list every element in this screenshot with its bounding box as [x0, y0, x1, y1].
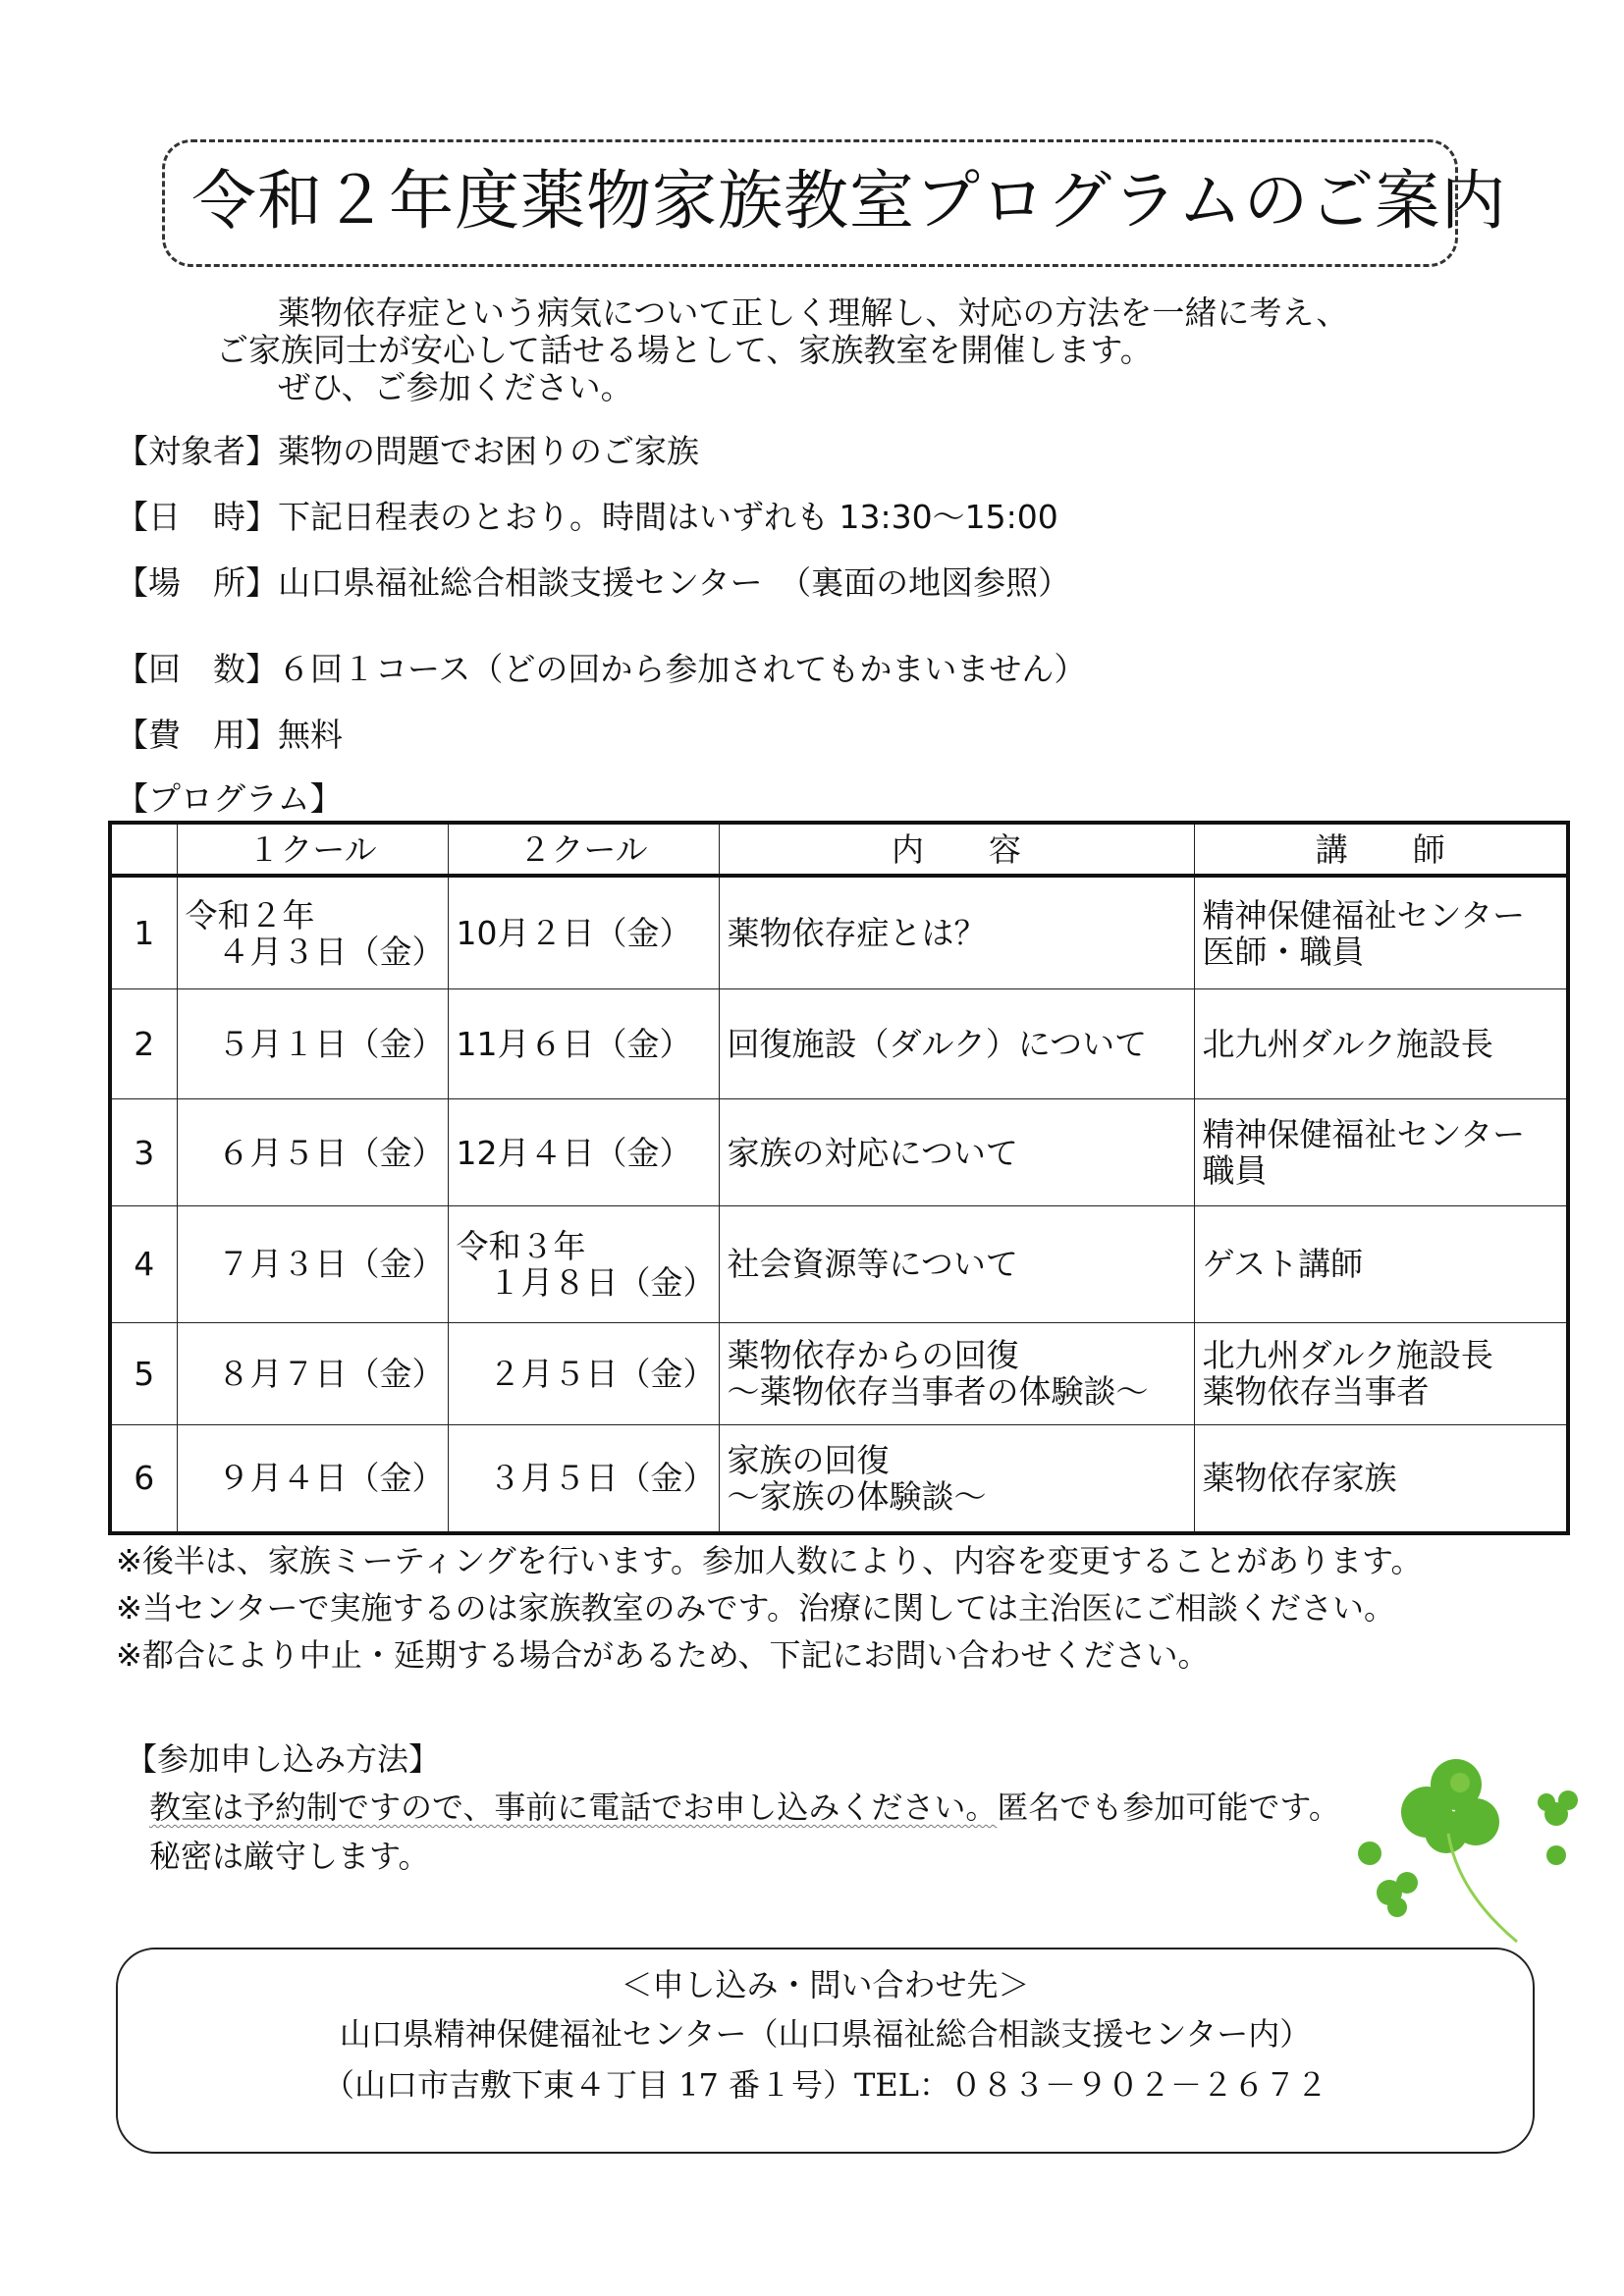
header-content: 内 容 [719, 823, 1194, 876]
row-number: 4 [110, 1206, 177, 1323]
cell-content: 家族の回復 ～家族の体験談～ [719, 1424, 1194, 1533]
cell-content: 薬物依存症とは？ [719, 876, 1194, 989]
intro-paragraph [216, 294, 1349, 406]
cell-cool2-date: 令和３年 １月８日（金） [448, 1206, 719, 1323]
intro-line-3: ぜひ、ご参加ください。 [245, 368, 633, 406]
note-3: ※都合により中止・延期する場合があるため、下記にお問い合わせください。 [116, 1636, 1210, 1674]
cell-content: 家族の対応について [719, 1099, 1194, 1206]
info-fee-value: 無料 [278, 716, 343, 754]
info-target [116, 430, 699, 473]
notes [116, 1537, 1423, 1679]
info-target-value: 薬物の問題でお困りのご家族 [278, 432, 699, 470]
info-place-value: 山口県福祉総合相談支援センター （裏面の地図参照） [278, 563, 1071, 602]
note-1: ※後半は、家族ミーティングを行います。参加人数により、内容を変更することがあります。 [116, 1542, 1423, 1579]
table-row [110, 876, 1568, 989]
info-count-value: ６回１コース（どの回から参加されてもかまいません） [278, 650, 1087, 688]
info-place-label: 【場 所】 [116, 563, 278, 602]
header-cool2: ２クール [448, 823, 719, 876]
cell-lecturer: 北九州ダルク施設長 [1194, 989, 1568, 1099]
cell-lecturer: 北九州ダルク施設長 薬物依存当事者 [1194, 1322, 1568, 1424]
info-count-label: 【回 数】 [116, 650, 278, 688]
contact-heading: ＜申し込み・問い合わせ先＞ [621, 1966, 1030, 2003]
cell-lecturer: 薬物依存家族 [1194, 1424, 1568, 1533]
table-row [110, 989, 1568, 1099]
info-datetime-value: 下記日程表のとおり。時間はいずれも 13:30～15:00 [278, 498, 1058, 536]
program-heading: 【プログラム】 [116, 779, 343, 818]
table-row [110, 1424, 1568, 1533]
apply-body [149, 1783, 1340, 1881]
apply-line-1 [149, 1783, 1340, 1832]
row-number: 2 [110, 989, 177, 1099]
cell-cool1-date: ７月３日（金） [177, 1206, 448, 1323]
cell-content: 社会資源等について [719, 1206, 1194, 1323]
intro-line-1: 薬物依存症という病気について正しく理解し、対応の方法を一緒に考え、 [245, 294, 1349, 332]
info-datetime-label: 【日 時】 [116, 498, 278, 536]
cell-lecturer: 精神保健福祉センター 職員 [1194, 1099, 1568, 1206]
table-row [110, 1099, 1568, 1206]
cell-cool2-date: 11月６日（金） [448, 989, 719, 1099]
cell-lecturer: ゲスト講師 [1194, 1206, 1568, 1323]
row-number: 6 [110, 1424, 177, 1533]
cell-cool1-date: ８月７日（金） [177, 1322, 448, 1424]
clover-illustration [1350, 1745, 1586, 1961]
cell-cool1-date: ６月５日（金） [177, 1099, 448, 1206]
cell-cool2-date: 12月４日（金） [448, 1099, 719, 1206]
info-fee-label: 【費 用】 [116, 716, 278, 754]
header-no [110, 823, 177, 876]
cell-cool2-date: ３月５日（金） [448, 1424, 719, 1533]
contact-organization: 山口県精神保健福祉センター（山口県福祉総合相談支援センター内） [339, 2015, 1312, 2053]
apply-line-2: 秘密は厳守します。 [149, 1838, 430, 1875]
page-title: 令和２年度薬物家族教室プログラムのご案内 [191, 163, 1507, 239]
apply-line-1-rest: 匿名でも参加可能です。 [997, 1789, 1340, 1826]
table-row [110, 1322, 1568, 1424]
cell-content: 回復施設（ダルク）について [719, 989, 1194, 1099]
cell-cool1-date: ９月４日（金） [177, 1424, 448, 1533]
row-number: 3 [110, 1099, 177, 1206]
row-number: 1 [110, 876, 177, 989]
cell-content: 薬物依存からの回復 ～薬物依存当事者の体験談～ [719, 1322, 1194, 1424]
apply-line-1-underlined: 教室は予約制ですので、事前に電話でお申し込みください。 [149, 1789, 998, 1826]
row-number: 5 [110, 1322, 177, 1424]
cell-cool1-date: 令和２年 ４月３日（金） [177, 876, 448, 989]
cell-lecturer: 精神保健福祉センター 医師・職員 [1194, 876, 1568, 989]
contact-box [116, 1948, 1535, 2154]
cell-cool2-date: 10月２日（金） [448, 876, 719, 989]
header-cool1: １クール [177, 823, 448, 876]
info-place [116, 561, 1070, 605]
header-lecturer: 講 師 [1194, 823, 1568, 876]
cell-cool1-date: ５月１日（金） [177, 989, 448, 1099]
program-table [108, 821, 1570, 1535]
contact-address-phone: （山口市吉敷下東４丁目 17 番１号）TEL：０８３－９０２－２６７２ [322, 2066, 1328, 2104]
info-datetime [116, 496, 1058, 539]
table-row [110, 1206, 1568, 1323]
apply-heading: 【参加申し込み方法】 [126, 1740, 441, 1778]
table-header-row [110, 823, 1568, 876]
info-target-label: 【対象者】 [116, 432, 278, 470]
info-count [116, 648, 1086, 691]
info-fee [116, 714, 343, 757]
intro-line-2: ご家族同士が安心して話せる場として、家族教室を開催します。 [216, 331, 1153, 369]
note-2: ※当センターで実施するのは家族教室のみです。治療に関しては主治医にご相談ください。 [116, 1589, 1395, 1627]
cell-cool2-date: ２月５日（金） [448, 1322, 719, 1424]
